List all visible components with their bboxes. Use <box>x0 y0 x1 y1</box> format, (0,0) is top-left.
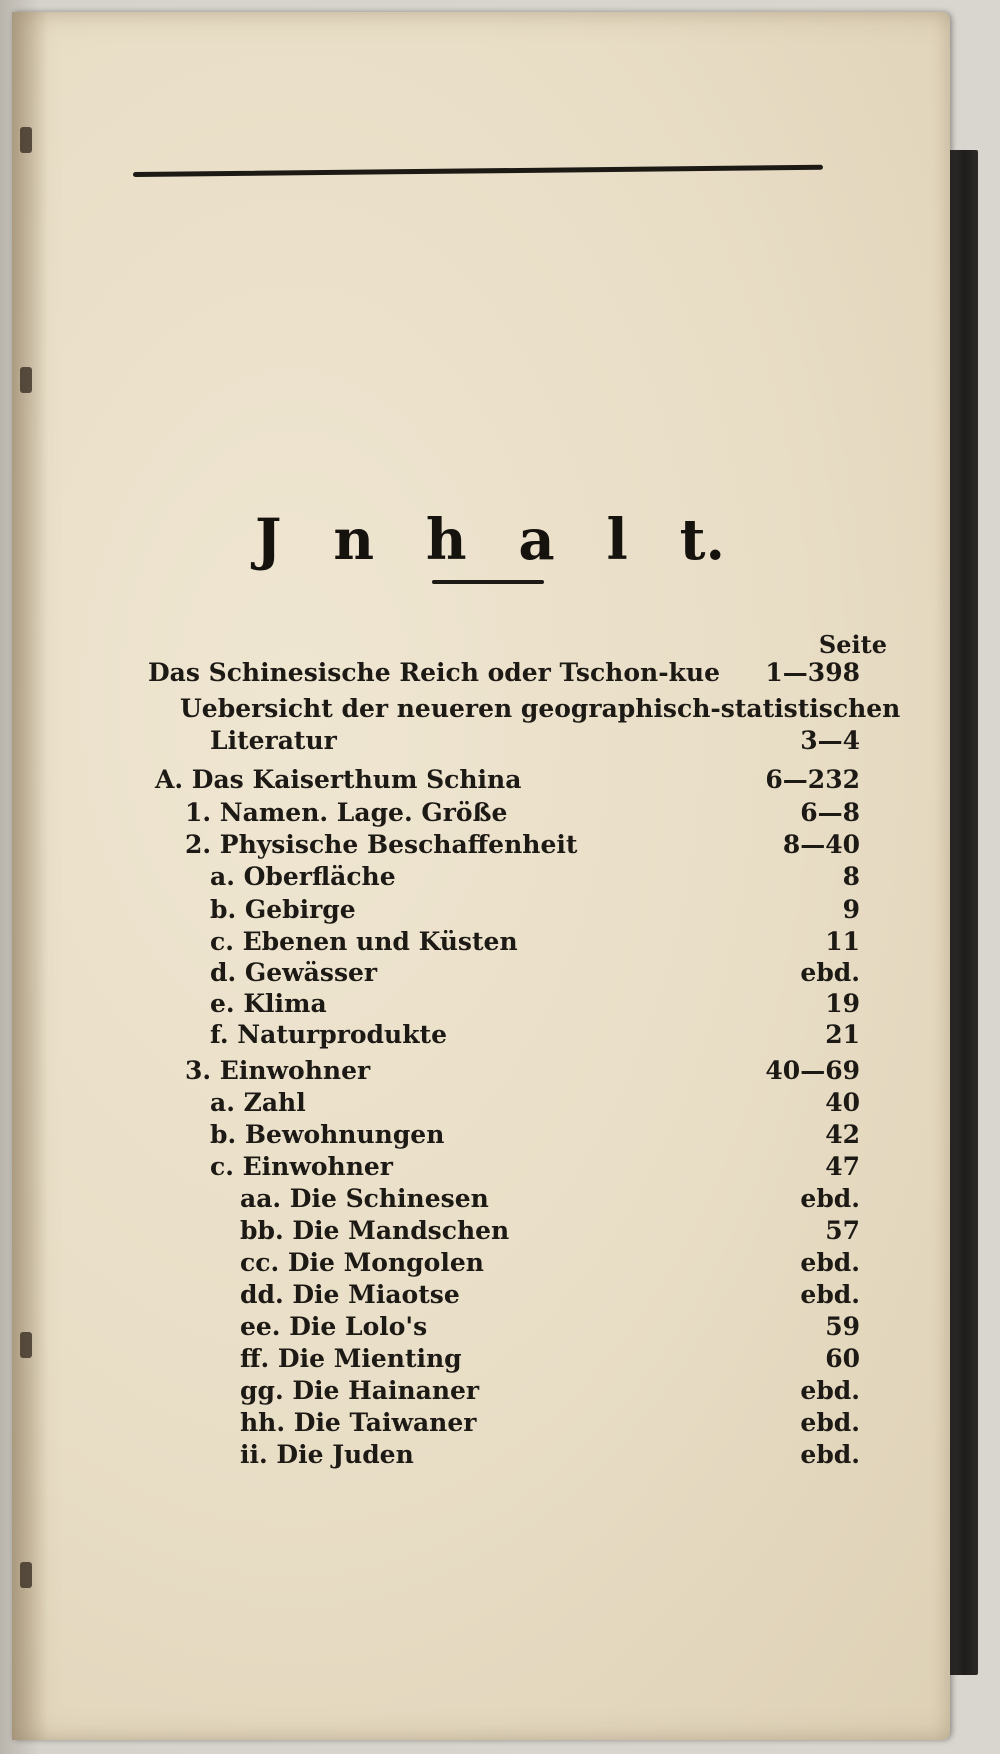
toc-entry-label: f. Naturprodukte <box>210 1020 447 1049</box>
toc-entry-label: Uebersicht der neueren geographisch-statistischen <box>180 694 901 723</box>
page-column-label: Seite <box>818 630 887 659</box>
title-letter: l <box>606 507 628 573</box>
title-letter: t. <box>679 507 725 573</box>
binding-stitch <box>20 1332 32 1358</box>
toc-entry-label: bb. Die Mandschen <box>240 1216 510 1245</box>
toc-entry <box>185 830 860 862</box>
toc-entry-page: ebd. <box>800 1280 860 1309</box>
toc-entry-label: d. Gewässer <box>210 958 378 987</box>
title-letter: h <box>425 507 467 573</box>
toc-entry <box>210 989 860 1021</box>
toc-entry-label: hh. Die Taiwaner <box>240 1408 477 1437</box>
binding-stitch <box>20 127 32 153</box>
toc-entry-label: 1. Namen. Lage. Größe <box>185 798 508 827</box>
toc-entry-label: b. Bewohnungen <box>210 1120 445 1149</box>
toc-entry-label: c. Ebenen und Küsten <box>210 927 518 956</box>
toc-entry-page: ebd. <box>800 1408 860 1437</box>
toc-entry-page: 6—232 <box>765 765 860 794</box>
toc-entry-label: Das Schinesische Reich oder Tschon-kue <box>148 658 720 687</box>
toc-entry-page: 42 <box>825 1120 860 1149</box>
page-title <box>255 500 725 580</box>
toc-entry-page: 11 <box>825 927 860 956</box>
toc-entry <box>155 765 860 797</box>
toc-entry <box>240 1312 860 1344</box>
toc-entry <box>240 1248 860 1280</box>
toc-entry-label: b. Gebirge <box>210 895 356 924</box>
toc-entry-label: e. Klima <box>210 989 327 1018</box>
toc-entry <box>240 1408 860 1440</box>
toc-entry-label: a. Zahl <box>210 1088 306 1117</box>
toc-entry-page: 6—8 <box>800 798 860 827</box>
toc-entry-page: 19 <box>825 989 860 1018</box>
toc-entry-page: 59 <box>825 1312 860 1341</box>
toc-entry-page: ebd. <box>800 1440 860 1469</box>
toc-entry <box>240 1280 860 1312</box>
title-letter: a <box>518 507 555 573</box>
toc-entry-label: cc. Die Mongolen <box>240 1248 484 1277</box>
toc-entry-label: ee. Die Lolo's <box>240 1312 428 1341</box>
toc-entry-label: ii. Die Juden <box>240 1440 414 1469</box>
toc-entry-page: 57 <box>825 1216 860 1245</box>
binding-stitch <box>20 367 32 393</box>
toc-entry <box>185 798 860 830</box>
toc-entry-page: 40 <box>825 1088 860 1117</box>
toc-entry <box>240 1376 860 1408</box>
toc-entry <box>210 895 860 927</box>
toc-entry-page: 21 <box>825 1020 860 1049</box>
title-letter: J <box>255 507 282 573</box>
toc-entry-page: 60 <box>825 1344 860 1373</box>
toc-entry <box>210 1020 860 1052</box>
toc-entry-label: ff. Die Mienting <box>240 1344 462 1373</box>
toc-entry-label: c. Einwohner <box>210 1152 393 1181</box>
toc-entry-label: Literatur <box>210 726 337 755</box>
toc-entry <box>210 862 860 894</box>
toc-entry-page: 9 <box>842 895 860 924</box>
binding-stitch <box>20 1562 32 1588</box>
toc-entry-label: a. Oberfläche <box>210 862 396 891</box>
toc-entry <box>148 658 860 690</box>
toc-entry-label: A. Das Kaiserthum Schina <box>155 765 522 794</box>
toc-entry <box>210 1088 860 1120</box>
toc-entry-label: gg. Die Hainaner <box>240 1376 480 1405</box>
toc-entry-page: 8 <box>842 862 860 891</box>
title-underline <box>432 580 544 584</box>
toc-entry <box>240 1216 860 1248</box>
toc-entry-page: 3—4 <box>800 726 860 755</box>
toc-entry-page: ebd. <box>800 1184 860 1213</box>
toc-entry-label: dd. Die Miaotse <box>240 1280 460 1309</box>
title-letter: n <box>333 507 375 573</box>
toc-entry-page: ebd. <box>800 1248 860 1277</box>
page-gutter-shadow <box>12 12 48 1740</box>
toc-entry-page: ebd. <box>800 1376 860 1405</box>
toc-entry-page: 40—69 <box>765 1056 860 1085</box>
toc-entry-label: aa. Die Schinesen <box>240 1184 489 1213</box>
toc-entry-label: 2. Physische Beschaffenheit <box>185 830 578 859</box>
toc-entry-page: 47 <box>825 1152 860 1181</box>
toc-entry <box>185 1056 860 1088</box>
toc-entry <box>210 927 860 959</box>
toc-entry-page: 8—40 <box>782 830 860 859</box>
toc-entry-page: 1—398 <box>765 658 860 687</box>
toc-entry <box>210 958 860 990</box>
toc-entry <box>210 1152 860 1184</box>
toc-entry <box>240 1184 860 1216</box>
toc-entry-label: 3. Einwohner <box>185 1056 371 1085</box>
toc-entry-page: ebd. <box>800 958 860 987</box>
toc-entry <box>240 1344 860 1376</box>
toc-entry <box>240 1440 860 1472</box>
toc-entry <box>210 1120 860 1152</box>
toc-entry <box>210 726 860 758</box>
